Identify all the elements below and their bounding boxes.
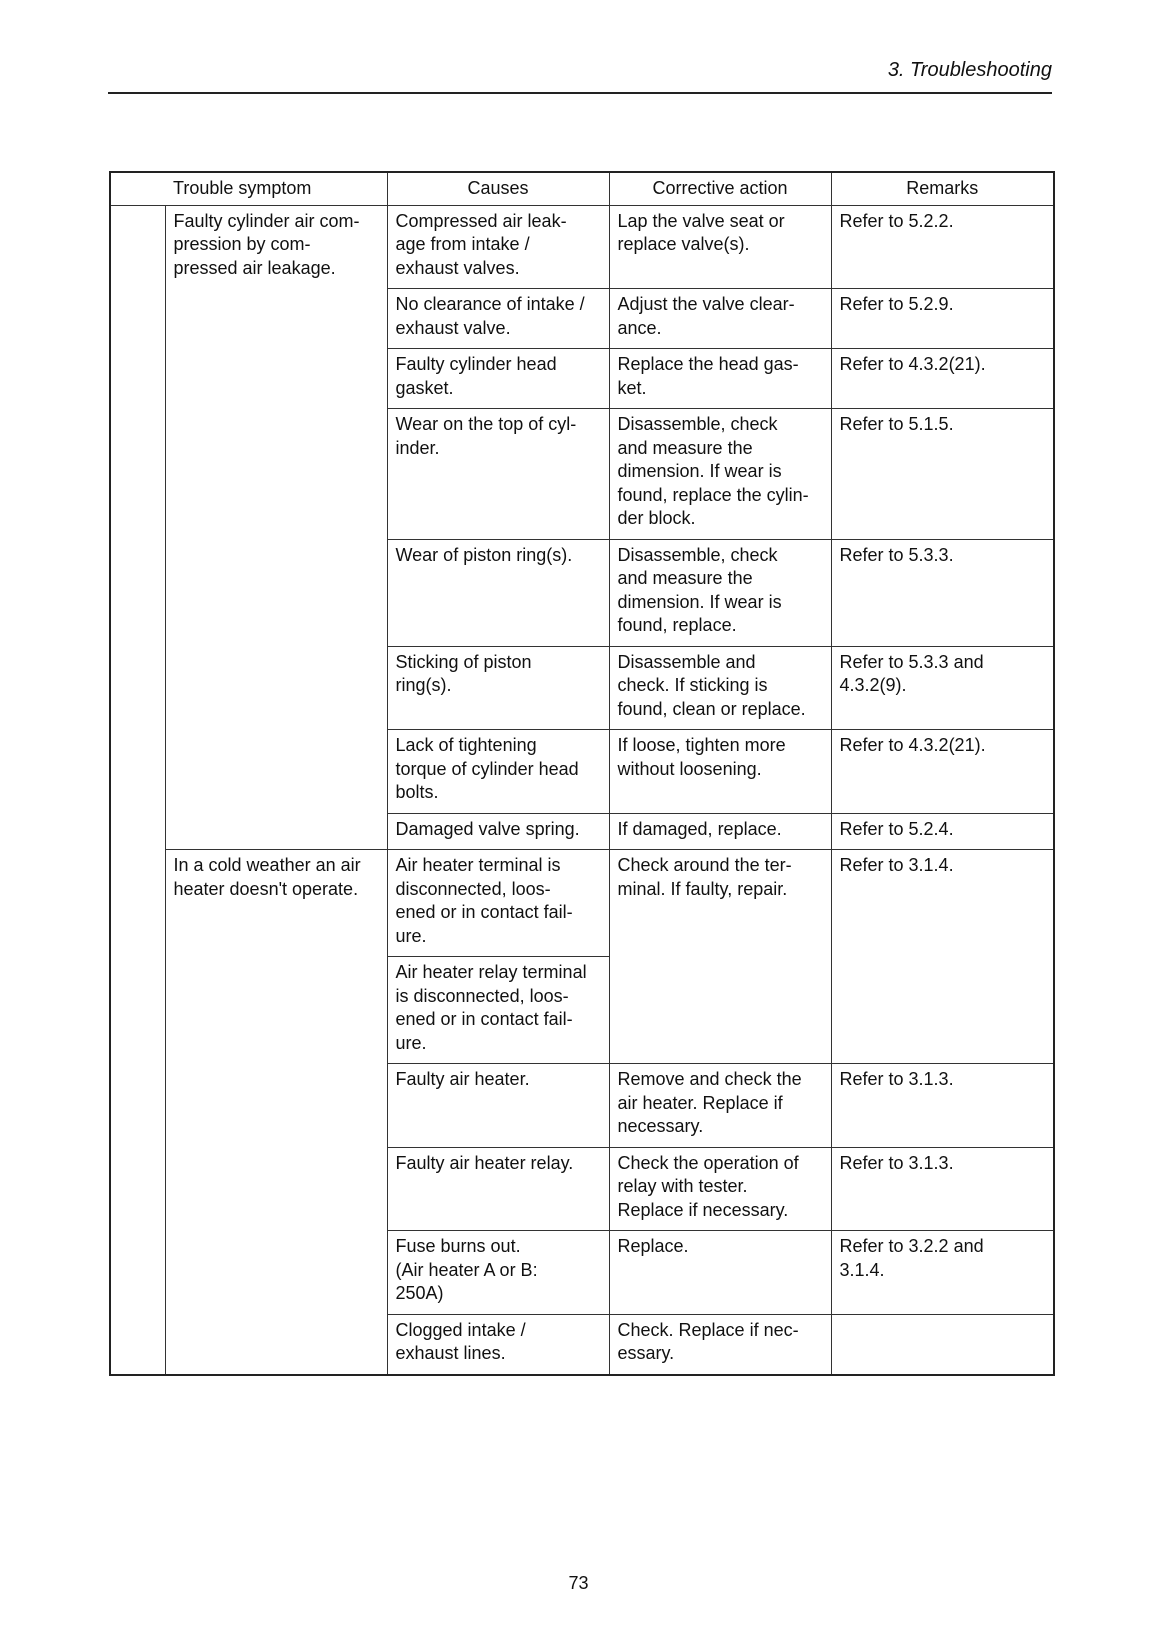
page-number: 73 [568,1573,589,1593]
remark-cell: Refer to 5.2.9. [831,289,1054,349]
column-header-causes: Causes [387,172,609,205]
action-cell: Disassemble, check and measure the dimension. If wear is found, replace. [609,539,831,646]
table-body [110,205,1054,1375]
remark-cell [831,1314,1054,1375]
cause-cell: Wear on the top of cyl- inder. [387,409,609,540]
column-header-symptom: Trouble symptom [110,172,387,205]
table-row [110,850,1054,957]
cause-cell: Sticking of piston ring(s). [387,646,609,730]
table-row [110,205,1054,289]
remark-cell: Refer to 5.1.5. [831,409,1054,540]
cause-cell: No clearance of intake / exhaust valve. [387,289,609,349]
remark-cell: Refer to 5.2.2. [831,205,1054,289]
remark-cell: Refer to 3.1.4. [831,850,1054,1064]
cause-cell: Faulty cylinder head gasket. [387,349,609,409]
action-cell: Adjust the valve clear- ance. [609,289,831,349]
column-header-remarks: Remarks [831,172,1054,205]
action-cell: If loose, tighten more without loosening. [609,730,831,814]
action-cell: Replace the head gas- ket. [609,349,831,409]
action-cell: Check. Replace if nec- essary. [609,1314,831,1375]
remark-cell: Refer to 4.3.2(21). [831,730,1054,814]
remark-cell: Refer to 3.2.2 and 3.1.4. [831,1231,1054,1315]
cause-cell: Wear of piston ring(s). [387,539,609,646]
troubleshooting-table [109,171,1055,1376]
action-cell: Disassemble and check. If sticking is found, clean or replace. [609,646,831,730]
blank-margin-cell [110,205,165,1375]
cause-cell: Damaged valve spring. [387,813,609,850]
action-cell: If damaged, replace. [609,813,831,850]
action-cell: Check around the ter- minal. If faulty, repair. [609,850,831,1064]
page-header [108,58,1052,94]
cause-cell: Lack of tightening torque of cylinder head bolts. [387,730,609,814]
remark-cell: Refer to 4.3.2(21). [831,349,1054,409]
remark-cell: Refer to 3.1.3. [831,1064,1054,1148]
remark-cell: Refer to 5.2.4. [831,813,1054,850]
symptom-cell: Faulty cylinder air com- pression by com- pressed air leakage. [165,205,387,850]
cause-cell: Clogged intake / exhaust lines. [387,1314,609,1375]
action-cell: Disassemble, check and measure the dimension. If wear is found, replace the cylin- der block. [609,409,831,540]
action-cell: Lap the valve seat or replace valve(s). [609,205,831,289]
section-title: 3. Troubleshooting [887,59,1052,81]
remark-cell: Refer to 5.3.3 and 4.3.2(9). [831,646,1054,730]
cause-cell: Air heater terminal is disconnected, loos- ened or in contact fail- ure. [387,850,609,957]
table-header-row [110,172,1054,205]
action-cell: Remove and check the air heater. Replace if necessary. [609,1064,831,1148]
cause-cell: Compressed air leak- age from intake / exhaust valves. [387,205,609,289]
cause-cell: Faulty air heater. [387,1064,609,1148]
column-header-action: Corrective action [609,172,831,205]
symptom-cell: In a cold weather an air heater doesn't operate. [165,850,387,1375]
cause-cell: Fuse burns out. (Air heater A or B: 250A) [387,1231,609,1315]
remark-cell: Refer to 5.3.3. [831,539,1054,646]
cause-cell: Air heater relay terminal is disconnected, loos- ened or in contact fail- ure. [387,957,609,1064]
cause-cell: Faulty air heater relay. [387,1147,609,1231]
action-cell: Replace. [609,1231,831,1315]
action-cell: Check the operation of relay with tester. Replace if necessary. [609,1147,831,1231]
remark-cell: Refer to 3.1.3. [831,1147,1054,1231]
